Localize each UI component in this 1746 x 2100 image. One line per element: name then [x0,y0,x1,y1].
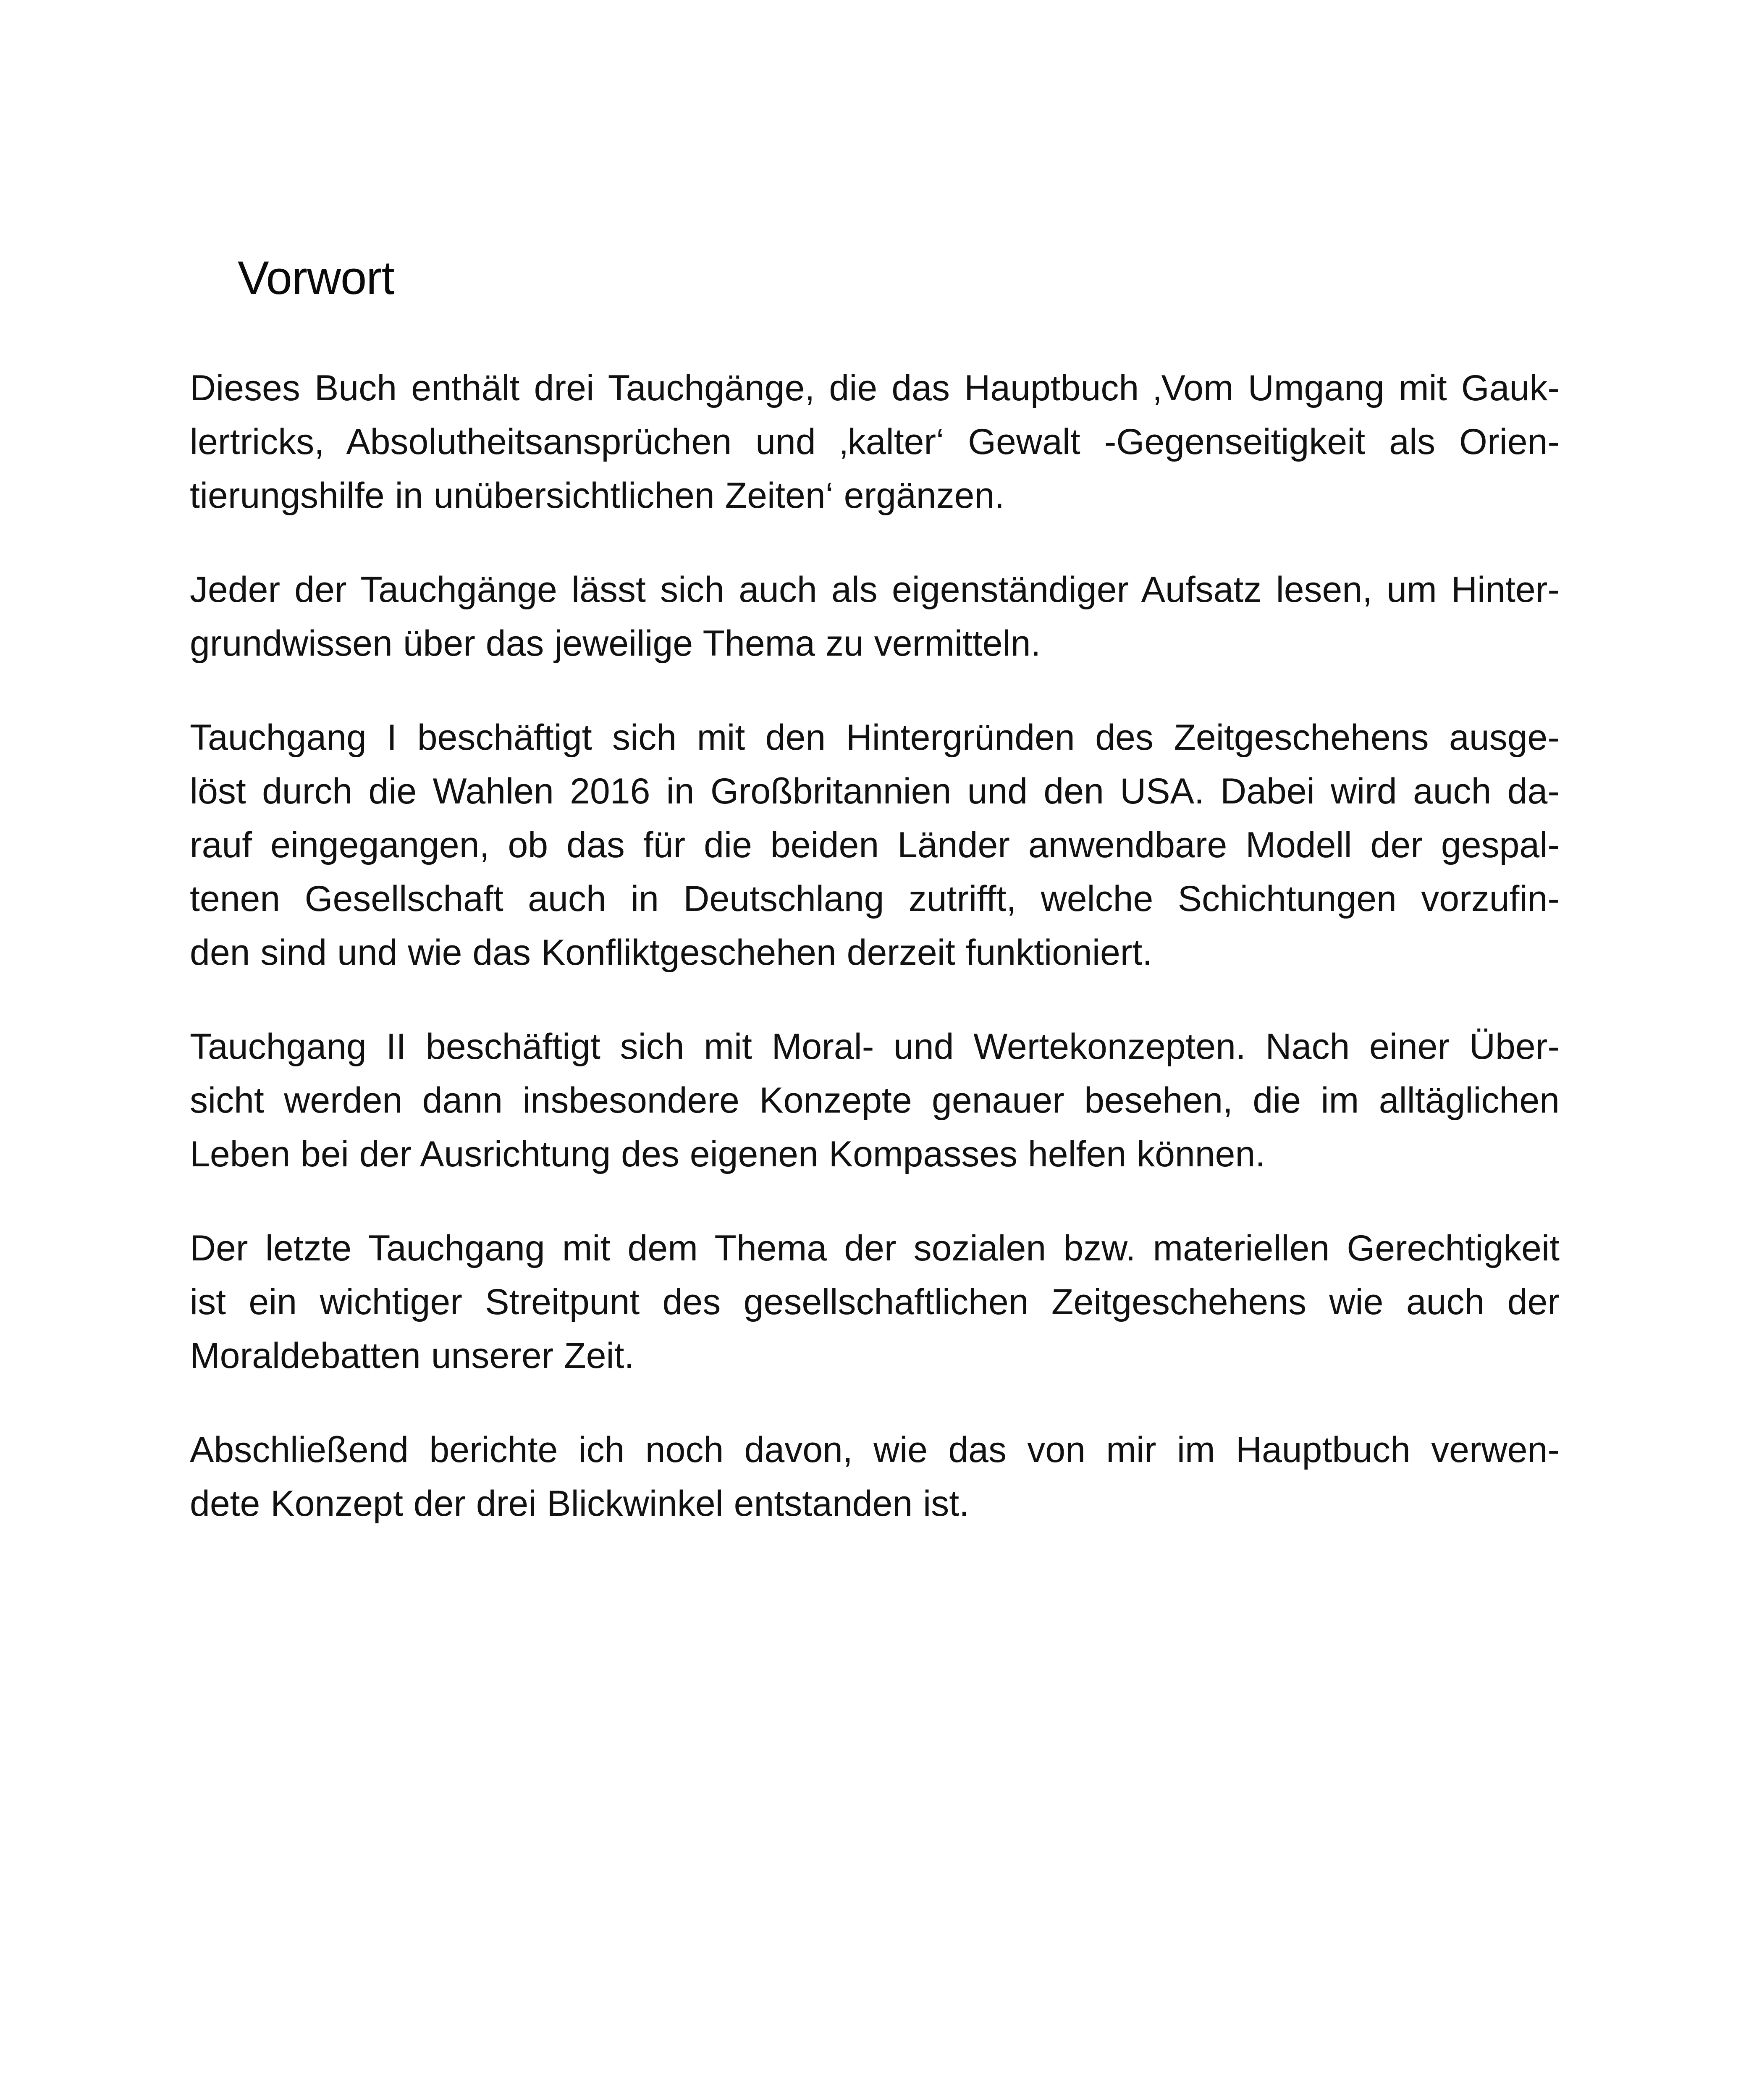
text-line: Leben bei der Ausrichtung des eigenen Kompasses helfen können. [190,1134,1266,1174]
paragraph-dive-one [190,711,1560,979]
text-line: tierungshilfe in unübersichtlichen Zeiten‘ ergänzen. [190,475,1005,516]
body-text [190,361,1560,1571]
text-line: Abschließend berichte ich noch davon, wie das von mir im Hauptbuch verwen- [190,1430,1560,1470]
paragraph-dive-two [190,1020,1560,1181]
text-line: dete Konzept der drei Blickwinkel entstanden ist. [190,1483,970,1524]
text-line: rauf eingegangen, ob das für die beiden Länder anwendbare Modell der gespal- [190,825,1560,865]
paragraph-dive-three [190,1221,1560,1383]
paragraph-standalone-essays [190,563,1560,670]
text-line: grundwissen über das jeweilige Thema zu vermitteln. [190,623,1041,664]
text-line: Jeder der Tauchgänge lässt sich auch als eigenständiger Aufsatz lesen, um Hinter- [190,570,1560,610]
text-line: Dieses Buch enthält drei Tauchgänge, die das Hauptbuch ‚Vom Umgang mit Gauk- [190,368,1560,408]
text-line: Tauchgang II beschäftigt sich mit Moral- und Wertekonzepten. Nach einer Über- [190,1026,1560,1067]
text-line: Der letzte Tauchgang mit dem Thema der sozialen bzw. materiellen Gerechtigkeit [190,1228,1560,1268]
text-line: lertricks, Absolutheitsansprüchen und ‚kalter‘ Gewalt -Gegenseitigkeit als Orien- [190,422,1560,462]
text-line: sicht werden dann insbesondere Konzepte genauer besehen, die im alltäglichen [190,1080,1560,1121]
paragraph-intro [190,361,1560,522]
text-line: tenen Gesellschaft auch in Deutschlang zutrifft, welche Schichtungen vorzufin- [190,879,1560,919]
text-line: löst durch die Wahlen 2016 in Großbritannien und den USA. Dabei wird auch da- [190,771,1560,811]
text-line: Tauchgang I beschäftigt sich mit den Hintergründen des Zeitgeschehens ausge- [190,717,1560,758]
text-line: Moraldebatten unserer Zeit. [190,1336,634,1376]
page-title: Vorwort [238,252,394,304]
paragraph-closing [190,1423,1560,1530]
text-line: ist ein wichtiger Streitpunt des gesellschaftlichen Zeitgeschehens wie auch der [190,1282,1560,1322]
text-line: den sind und wie das Konfliktgeschehen derzeit funktioniert. [190,932,1153,973]
